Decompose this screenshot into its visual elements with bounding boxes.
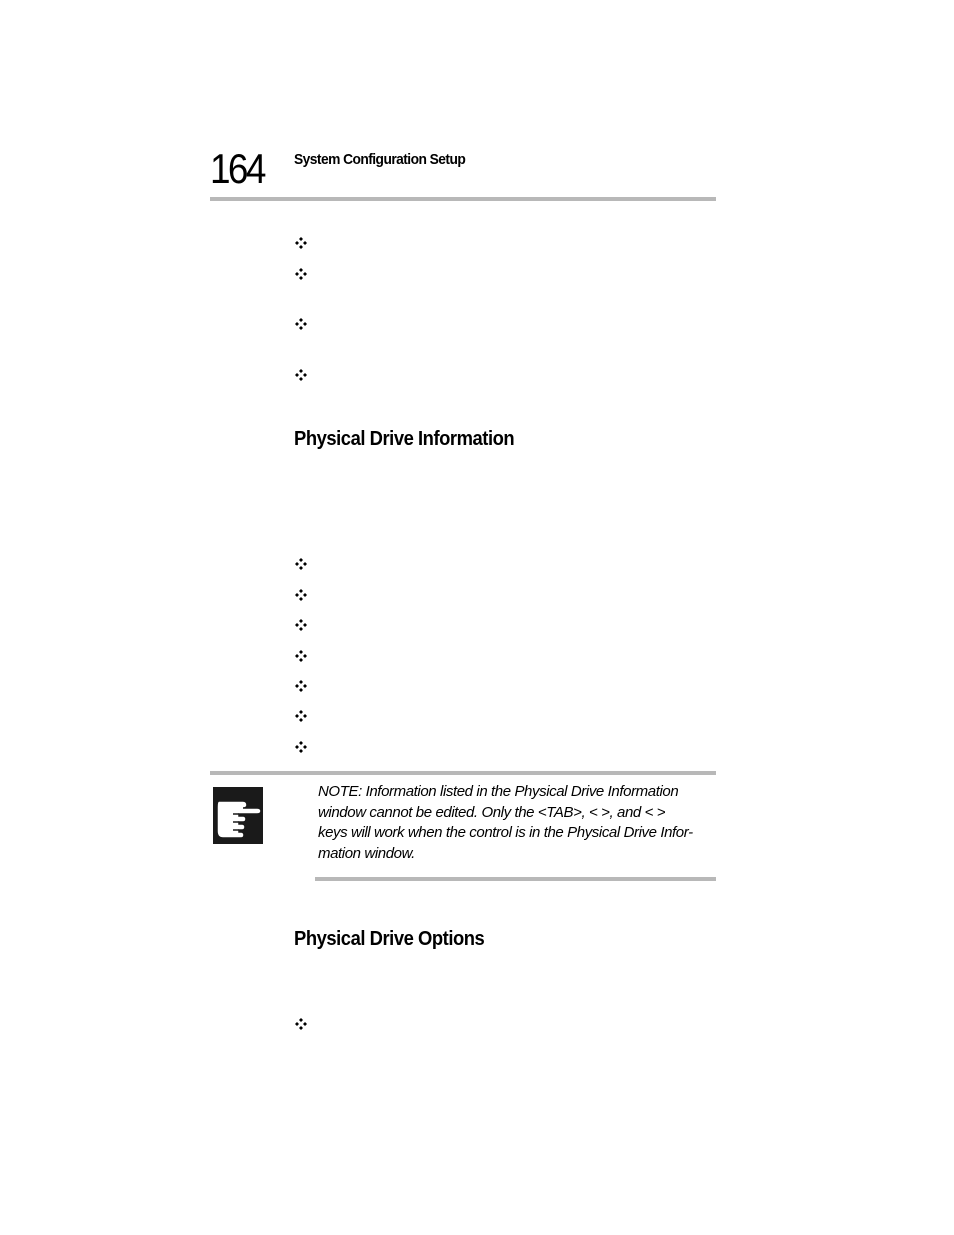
bullet-icon <box>295 318 307 330</box>
bullet-icon <box>295 741 307 753</box>
bullet-icon <box>295 650 307 662</box>
bullet-icon <box>295 237 307 249</box>
section-heading-physical-drive-options: Physical Drive Options <box>294 928 485 950</box>
page-number: 164 <box>210 145 264 192</box>
header-rule <box>210 197 716 201</box>
bullet-icon <box>295 1018 307 1030</box>
bullet-icon <box>295 268 307 280</box>
bullet-icon <box>295 369 307 381</box>
bullet-icon <box>295 619 307 631</box>
bullet-icon <box>295 589 307 601</box>
note-text <box>318 782 710 864</box>
note-top-rule <box>210 771 716 775</box>
section-heading-physical-drive-information: Physical Drive Information <box>294 428 515 450</box>
bullet-icon <box>295 710 307 722</box>
pointing-hand-icon <box>213 787 263 844</box>
note-line: window cannot be edited. Only the <TAB>, < >, and < > <box>318 803 666 821</box>
note-bottom-rule <box>315 877 716 881</box>
note-line: NOTE: Information listed in the Physical Drive Information <box>318 783 679 800</box>
bullet-icon <box>295 680 307 692</box>
note-line: keys will work when the control is in the Physical Drive Infor- <box>318 824 693 841</box>
running-title: System Configuration Setup <box>294 151 466 168</box>
bullet-icon <box>295 558 307 570</box>
note-line: mation window. <box>318 844 415 862</box>
